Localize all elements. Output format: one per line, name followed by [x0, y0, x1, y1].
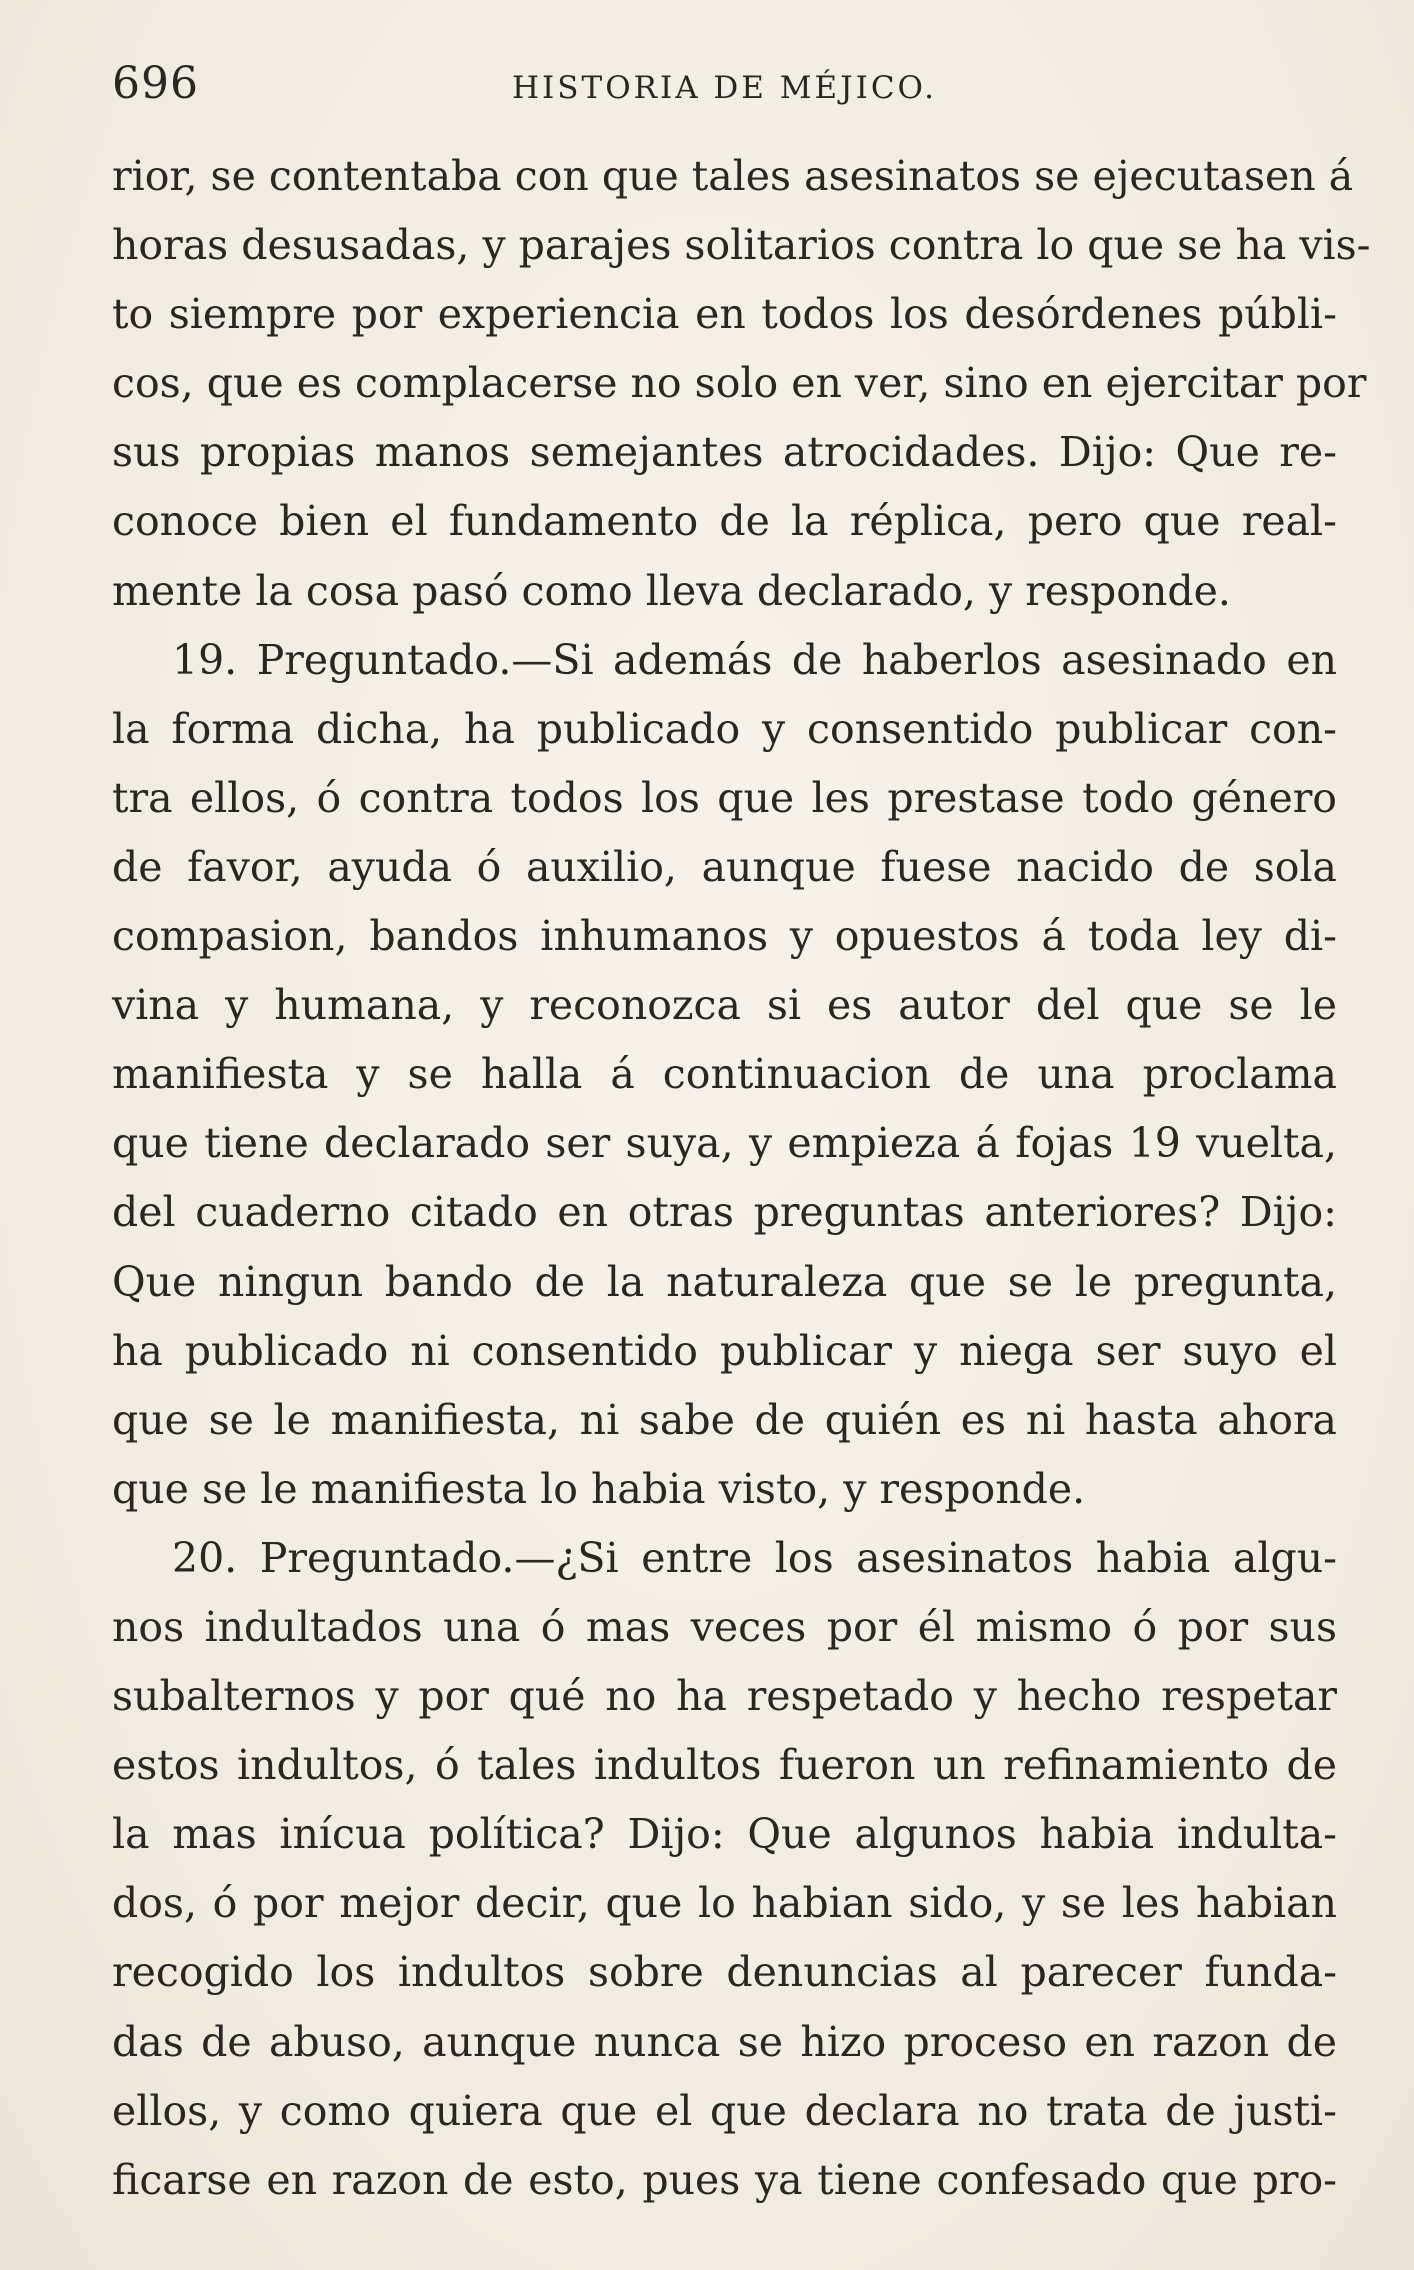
text-line: estos indultos, ó tales indultos fueron un refinamiento de — [112, 1741, 1337, 1790]
text-line: ficarse en razon de esto, pues ya tiene confesado que pro- — [112, 2155, 1337, 2204]
body-text — [112, 142, 1371, 2215]
text-line: horas desusadas, y parajes solitarios contra lo que se ha vis- — [112, 221, 1371, 270]
text-line: cos, que es complacerse no solo en ver, sino en ejercitar por — [112, 359, 1367, 408]
text-line: manifiesta y se halla á continuacion de una proclama — [112, 1050, 1337, 1099]
page-number: 696 — [112, 58, 199, 109]
text-line: la forma dicha, ha publicado y consentido publicar con- — [112, 704, 1337, 753]
text-line: nos indultados una ó mas veces por él mismo ó por sus — [112, 1602, 1337, 1651]
text-line: mente la cosa pasó como lleva declarado, y responde. — [112, 566, 1231, 615]
text-line: que tiene declarado ser suya, y empieza á fojas 19 vuelta, — [112, 1119, 1337, 1168]
text-line: dos, ó por mejor decir, que lo habian sido, y se les habian — [112, 1879, 1337, 1928]
running-title: HISTORIA DE MÉJICO. — [512, 70, 937, 106]
text-line: de favor, ayuda ó auxilio, aunque fuese nacido de sola — [112, 842, 1337, 891]
text-line: que se le manifiesta, ni sabe de quién es ni hasta ahora — [112, 1395, 1337, 1444]
text-line: compasion, bandos inhumanos y opuestos á toda ley di- — [112, 912, 1337, 961]
text-line: to siempre por experiencia en todos los desórdenes públi- — [112, 290, 1337, 339]
text-line: Que ningun bando de la naturaleza que se le pregunta, — [112, 1257, 1337, 1306]
text-line: recogido los indultos sobre denuncias al parecer funda- — [112, 1948, 1337, 1997]
text-line: tra ellos, ó contra todos los que les prestase todo género — [112, 773, 1337, 822]
text-line: vina y humana, y reconozca si es autor del que se le — [112, 981, 1337, 1030]
text-line: ellos, y como quiera que el que declara no trata de justi- — [112, 2086, 1337, 2135]
text-line: subalternos y por qué no ha respetado y hecho respetar — [112, 1672, 1337, 1721]
text-line: sus propias manos semejantes atrocidades. Dijo: Que re- — [112, 428, 1337, 477]
text-line: conoce bien el fundamento de la réplica, pero que real- — [112, 497, 1337, 546]
page-header — [112, 58, 1337, 118]
text-line: das de abuso, aunque nunca se hizo proceso en razon de — [112, 2017, 1337, 2066]
text-line: que se le manifiesta lo habia visto, y responde. — [112, 1464, 1086, 1513]
paragraph-19-start: 19. Preguntado.—Si además de haberlos asesinado en — [172, 635, 1337, 684]
paragraph-20-start: 20. Preguntado.—¿Si entre los asesinatos habia algu- — [172, 1533, 1337, 1582]
text-line: ha publicado ni consentido publicar y niega ser suyo el — [112, 1326, 1337, 1375]
text-line: la mas inícua política? Dijo: Que algunos habia indulta- — [112, 1810, 1337, 1859]
text-line: rior, se contentaba con que tales asesinatos se ejecutasen á — [112, 152, 1354, 200]
text-line: del cuaderno citado en otras preguntas anteriores? Dijo: — [112, 1188, 1337, 1237]
